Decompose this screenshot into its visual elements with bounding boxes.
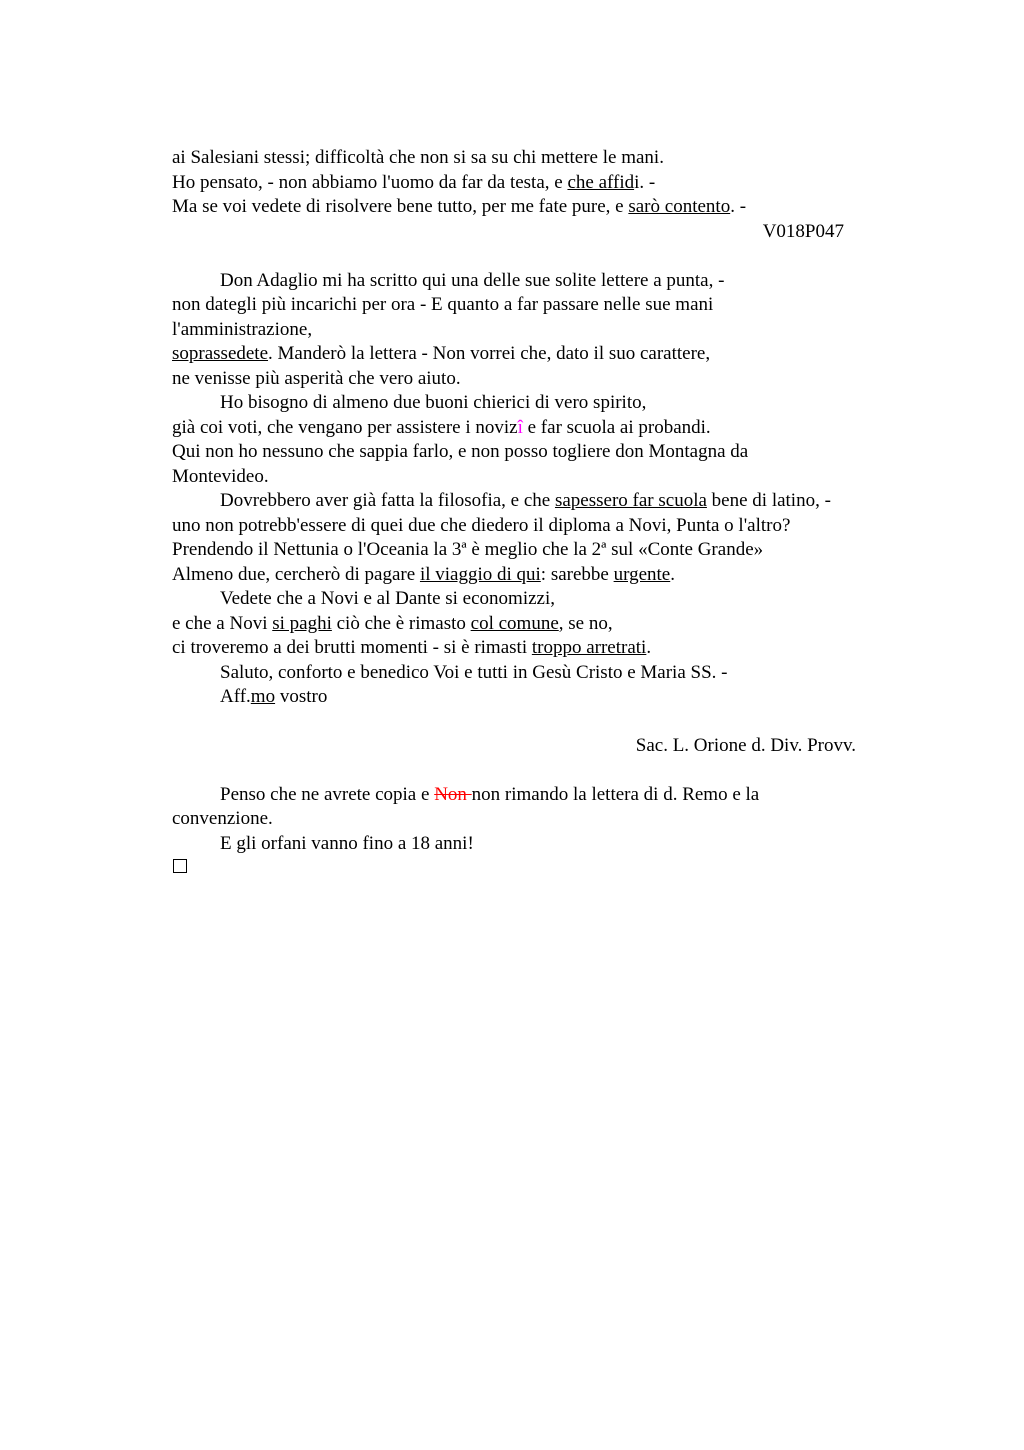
underlined-text: soprassedete: [172, 343, 269, 364]
underlined-text: il viaggio di qui: [419, 564, 541, 585]
text-line: Prendendo il Nettunia o l'Oceania la 3ª è meglio che la 2ª sul «Conte Grande»: [172, 539, 764, 560]
text-line: ne venisse più asperità che vero aiuto.: [172, 368, 461, 389]
text-line: Dovrebbero aver già fatta la filosofia, e che sapessero far scuola bene di latino, -: [220, 490, 831, 511]
underlined-text: che affid: [567, 172, 635, 193]
text-line: Ma se voi vedete di risolvere bene tutto, per me fate pure, e sarò contento. -: [172, 196, 747, 217]
text-line: già coi voti, che vengano per assistere i novizî e far scuola ai probandi.: [172, 417, 711, 438]
underlined-text: urgente: [613, 564, 671, 585]
text-line: ai Salesiani stessi; difficoltà che non si sa su chi mettere le mani.: [172, 147, 664, 168]
text-line: Ho pensato, - non abbiamo l'uomo da far da testa, e che affidi. -: [172, 172, 656, 193]
end-marker-box: [173, 859, 187, 873]
text-line: Almeno due, cercherò di pagare il viaggio di qui: sarebbe urgente.: [172, 564, 675, 585]
text-line: non dategli più incarichi per ora - E quanto a far passare nelle sue mani: [172, 294, 714, 315]
underlined-text: mo: [250, 686, 276, 707]
text-line: ci troveremo a dei brutti momenti - si è rimasti troppo arretrati.: [172, 637, 652, 658]
deleted-text: Non: [434, 784, 472, 805]
text-line: E gli orfani vanno fino a 18 anni!: [220, 833, 474, 854]
text-line: Qui non ho nessuno che sappia farlo, e non posso togliere don Montagna da: [172, 441, 749, 462]
underlined-text: troppo arretrati: [531, 637, 647, 658]
text-line: convenzione.: [172, 808, 273, 829]
text-line: Saluto, conforto e benedico Voi e tutti in Gesù Cristo e Maria SS. -: [220, 662, 728, 683]
text-line: Montevideo.: [172, 466, 269, 487]
underlined-text: col comune: [470, 613, 559, 634]
underlined-text: si paghi: [272, 613, 332, 634]
underlined-text: sapessero far scuola: [554, 490, 707, 511]
text-line: Don Adaglio mi ha scritto qui una delle sue solite lettere a punta, -: [220, 270, 725, 291]
text-line: e che a Novi si paghi ciò che è rimasto col comune, se no,: [172, 613, 613, 634]
signature: Sac. L. Orione d. Div. Provv.: [635, 735, 856, 756]
text-line: Vedete che a Novi e al Dante si economizzi,: [220, 588, 555, 609]
text-line: soprassedete. Manderò la lettera - Non vorrei che, dato il suo carattere,: [172, 343, 711, 364]
text-line: uno non potrebb'essere di quei due che diedero il diploma a Novi, Punta o l'altro?: [172, 515, 791, 536]
text-line: Aff.mo vostro: [220, 686, 328, 707]
text-line: Penso che ne avrete copia e Non non rimando la lettera di d. Remo e la: [220, 784, 760, 805]
underlined-text: sarò contento: [628, 196, 731, 217]
marked-character: î: [517, 417, 523, 438]
text-line: l'amministrazione,: [172, 319, 313, 340]
page-reference: V018P047: [762, 221, 844, 242]
text-line: Ho bisogno di almeno due buoni chierici di vero spirito,: [220, 392, 647, 413]
